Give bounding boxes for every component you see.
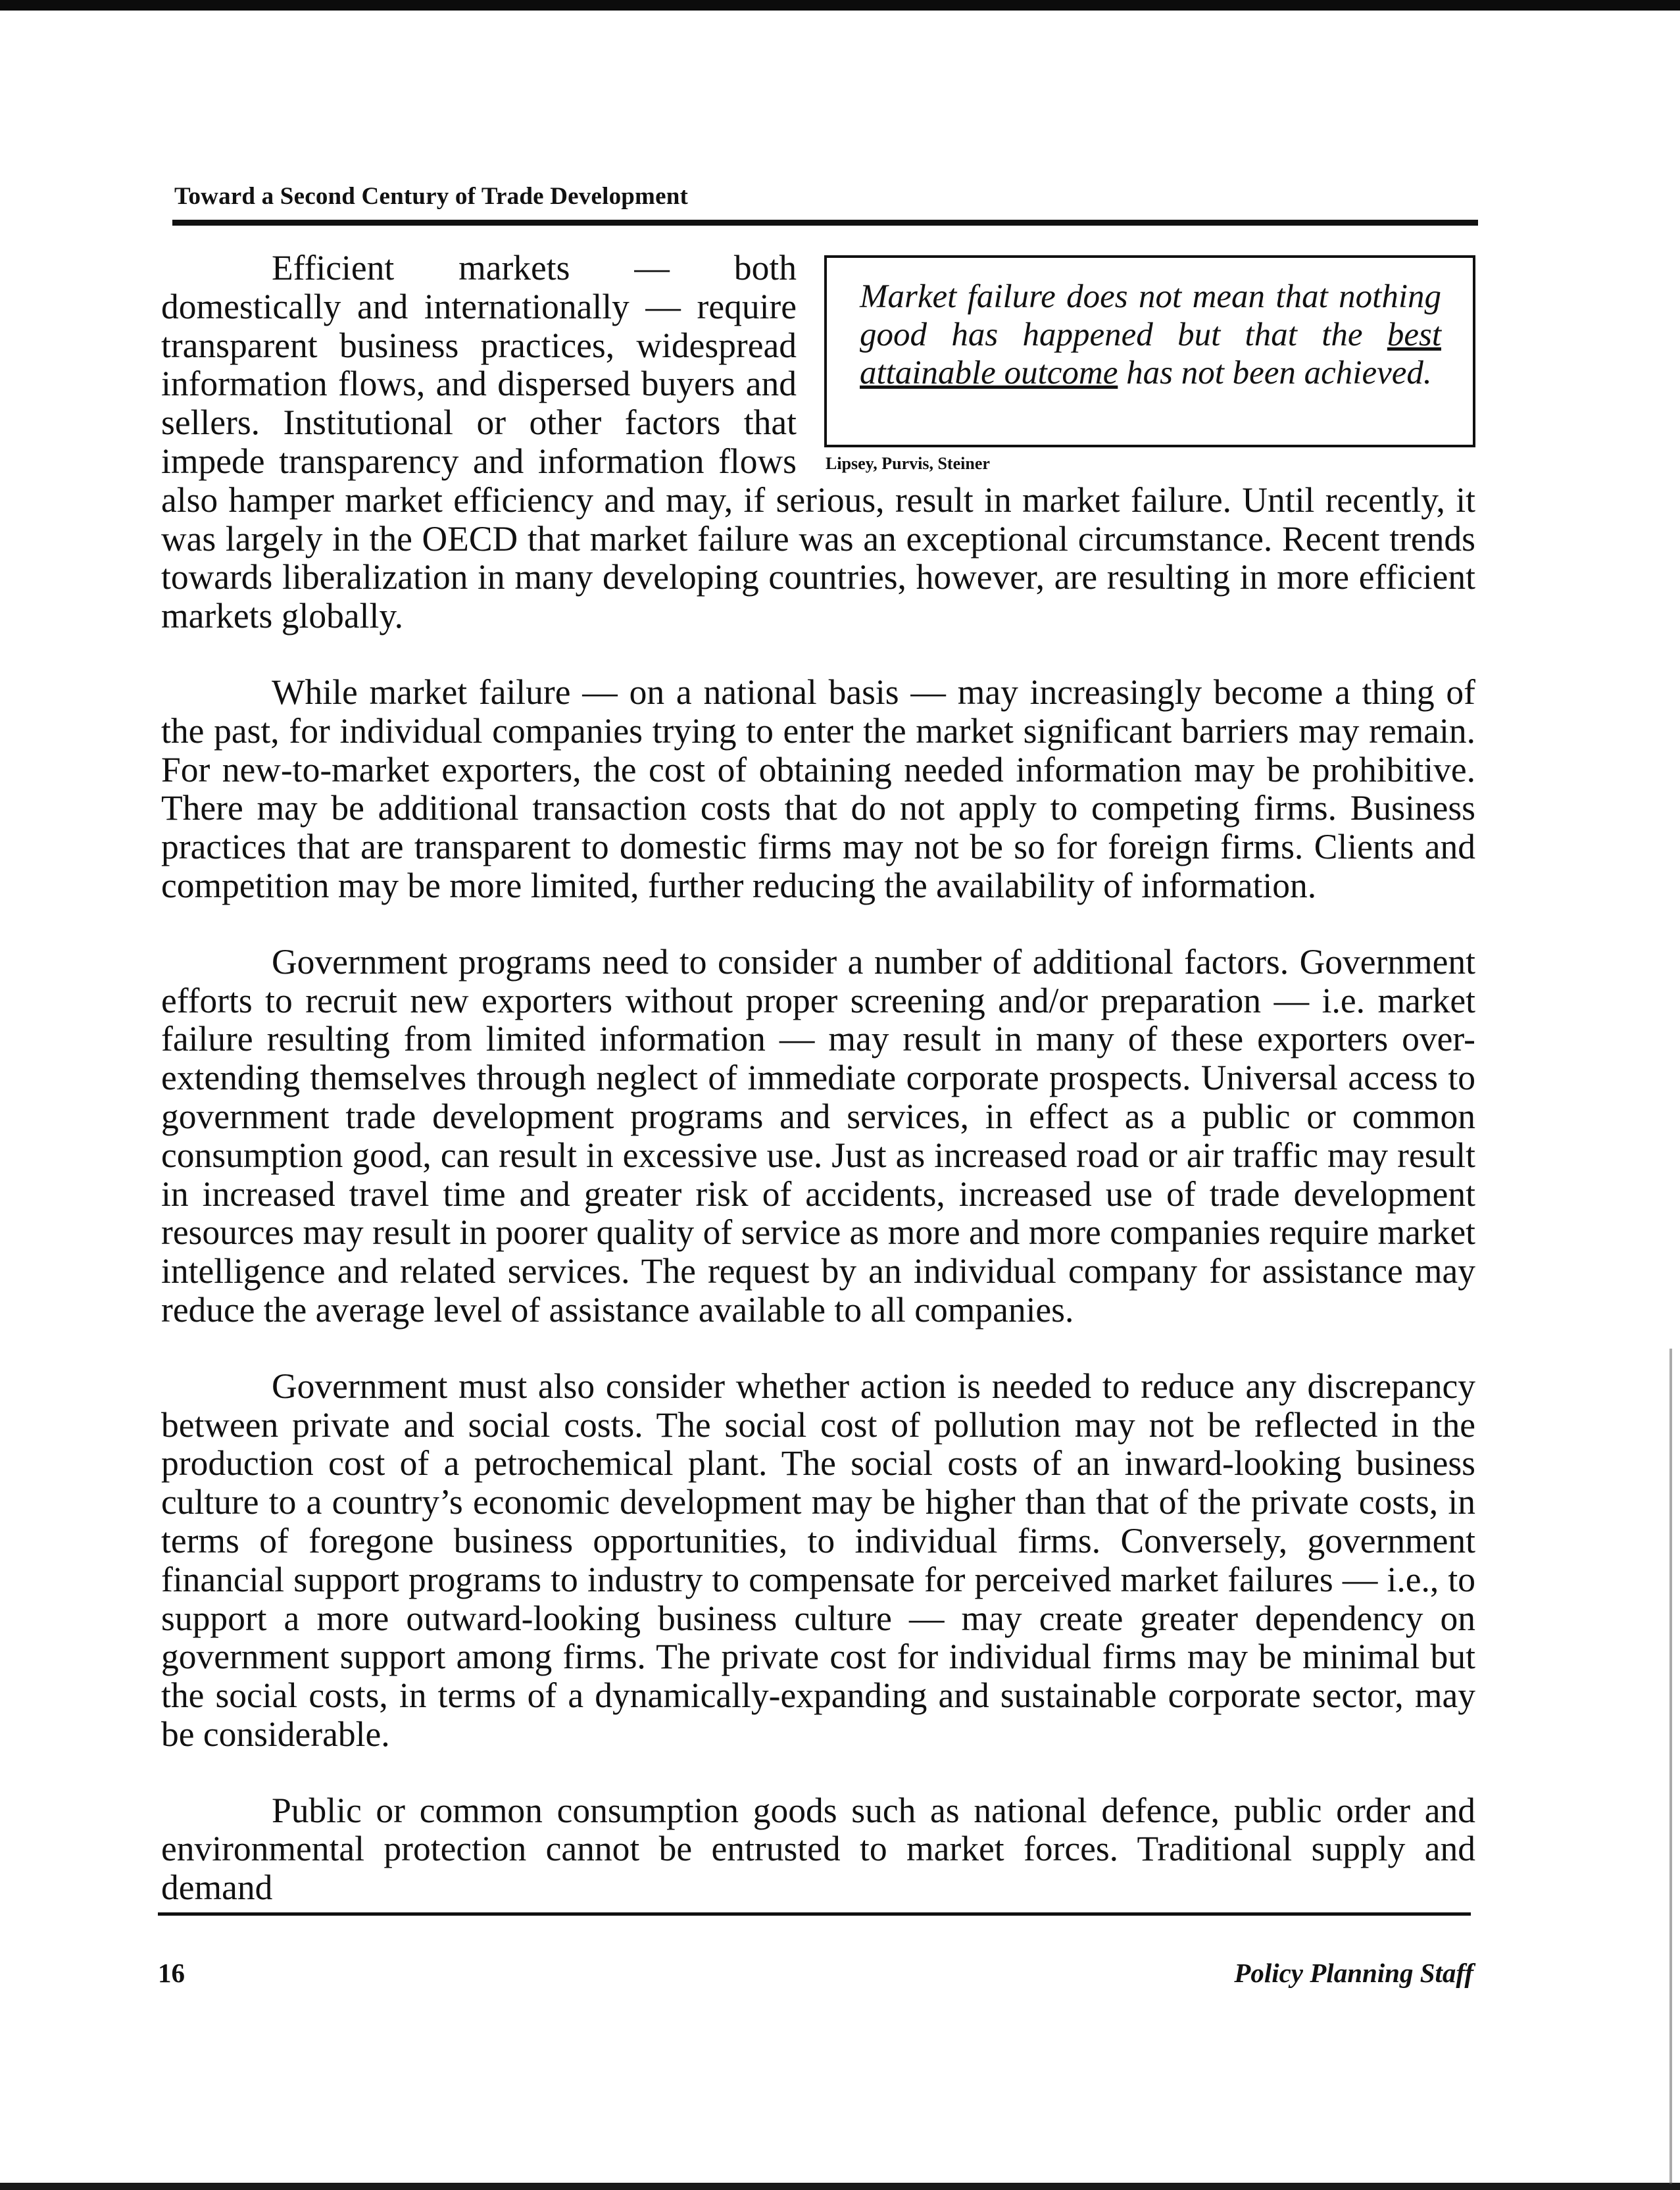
page-number: 16	[158, 1958, 185, 1988]
paragraph-1: Efficient markets — both domestically and internationally — require transparent business practices, widespread information flows, and dispersed buyers and sellers. Institutional or other factors that impede transparency and information flows also hamper market efficiency and may, if serious, result in market failure. Until recently, it was largely in the OECD that market failure was an exceptional circumstance. Recent trends towards liberalization in many developing countries, however, are resulting in more efficient markets globally.	[161, 248, 1475, 636]
scan-edge-bottom	[0, 2183, 1680, 2190]
body-text	[161, 249, 1475, 1945]
quote-citation: Lipsey, Purvis, Steiner	[826, 454, 990, 473]
quote-text-underlined: best attainable outcome	[860, 316, 1441, 391]
paragraph-4: Government must also consider whether action is needed to reduce any discrepancy between private and social costs. The social cost of pollution may not be reflected in the production cost of a petrochemical plant. The social costs of an inward-looking business culture to a country’s economic development may be higher than that of the private costs, in terms of foregone business opportunities, to individual firms. Conversely, government financial support programs to industry to compensate for perceived market failures — i.e., to support a more outward-looking business culture — may create greater dependency on government support among firms. The private cost for individual firms may be minimal but the social costs, in terms of a dynamically-expanding and sustainable corporate sector, may be considerable.	[161, 1366, 1475, 1754]
paragraph-2: While market failure — on a national basis — may increasingly become a thing of the past, for individual companies trying to enter the market significant barriers may remain. For new-to-market exporters, the cost of obtaining needed information may be prohibitive. There may be additional transaction costs that do not apply to competing firms. Business practices that are transparent to domestic firms may not be so for foreign firms. Clients and competition may be more limited, further reducing the availability of information.	[161, 672, 1475, 905]
quote-text-part2: has not been achieved.	[1118, 355, 1432, 391]
running-header: Toward a Second Century of Trade Development	[174, 183, 688, 210]
header-rule	[172, 220, 1478, 226]
footer-rule	[158, 1912, 1471, 1916]
sidebar-quote	[824, 255, 1475, 474]
scan-edge-top	[0, 0, 1680, 11]
paragraph-5: Public or common consumption goods such as national defence, public order and environmental protection cannot be entrusted to market forces. Traditional supply and demand	[161, 1790, 1475, 1908]
footer-organization: Policy Planning Staff	[1234, 1958, 1473, 1988]
quote-text-part1: Market failure does not mean that nothing good has happened but that the	[860, 278, 1441, 353]
scan-edge-right	[1669, 1349, 1672, 2184]
paragraph-3: Government programs need to consider a number of additional factors. Government efforts to recruit new exporters without proper screening and/or preparation — i.e. market failure resulting from limited information — may result in many of these exporters over-extending themselves through neglect of immediate corporate prospects. Universal access to government trade development programs and services, in effect as a public or common consumption good, can result in excessive use. Just as increased road or air traffic may result in increased travel time and greater risk of accidents, increased use of trade development resources may result in poorer quality of service as more and more companies require market intelligence and related services. The request by an individual company for assistance may reduce the average level of assistance available to all companies.	[161, 941, 1475, 1330]
quote-box	[824, 255, 1475, 447]
